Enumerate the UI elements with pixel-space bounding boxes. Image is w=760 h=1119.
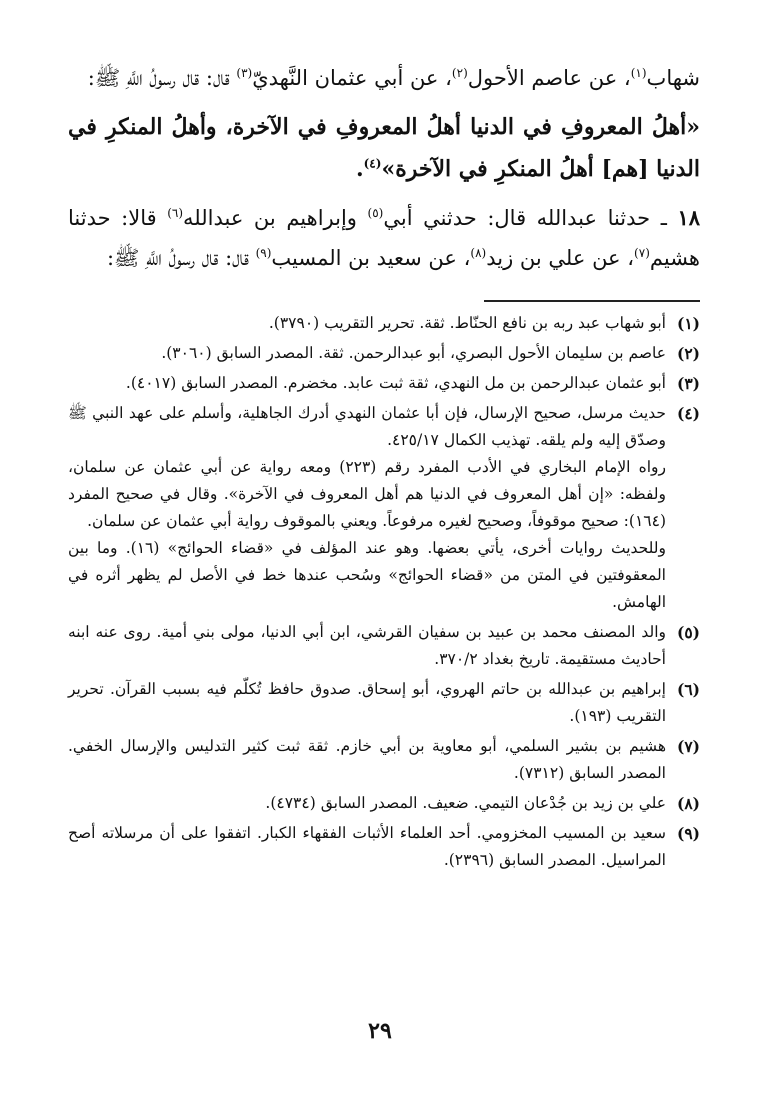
footnote-label: (٩) xyxy=(676,824,700,843)
footnote-item xyxy=(68,310,700,337)
footnote-item xyxy=(68,340,700,367)
footnote-ref[interactable]: (٥) xyxy=(367,206,384,220)
footnote-ref[interactable]: (٣) xyxy=(236,66,253,80)
text-span: وإبراهيم بن عبدالله xyxy=(183,206,368,230)
footnote-ref[interactable]: (٢) xyxy=(451,66,468,80)
footnote-paragraph: عاصم بن سليمان الأحول البصري، أبو عبدالرحمن. ثقة. المصدر السابق (٣٠٦٠). xyxy=(161,344,666,362)
footnote-paragraph: أبو شهاب عبد ربه بن نافع الحنّاط. ثقة. تحرير التقريب (٣٧٩٠). xyxy=(268,314,666,332)
text-span: . xyxy=(355,156,364,182)
footnote-ref[interactable]: (٤) xyxy=(363,156,382,171)
text-span: قالا: حدثنا هشيم xyxy=(68,206,700,270)
footnote-paragraph: سعيد بن المسيب المخزومي. أحد العلماء الأثبات الفقهاء الكبار. اتفقوا على أن مرسلاته أصح المراسيل. المصدر السابق (٢٣٩٦). xyxy=(68,824,666,869)
text-span: قال: قال رسولُ اللَّهِ ﷺ: xyxy=(106,246,256,270)
footnote-item xyxy=(68,370,700,397)
footnote-ref[interactable]: (٧) xyxy=(634,246,650,260)
footnote-label: (٨) xyxy=(676,794,700,813)
isnad-continuation xyxy=(68,58,700,98)
footnote-body xyxy=(68,820,666,874)
footnote-label: (٣) xyxy=(676,374,700,393)
footnote-body xyxy=(68,340,666,367)
footnote-label: (٢) xyxy=(676,344,700,363)
footnote-paragraph: وللحديث روايات أخرى، يأتي بعضها. وهو عند المؤلف في «قضاء الحوائج» (١٦). وما بين المعقوفتين في المتن من «قضاء الحوائج» وسُحب عندها خط في الأصل لم يظهر أثره في الهامش. xyxy=(68,539,666,611)
footnote-paragraph: حديث مرسل، صحيح الإرسال، فإن أبا عثمان النهدي أدرك الجاهلية، وأسلم على عهد النبي ﷺ وصدّق إليه ولم يلقه. تهذيب الكمال ٤٢٥/١٧. xyxy=(68,404,666,449)
footnote-body xyxy=(68,790,666,817)
hadith-18-isnad xyxy=(68,198,700,278)
footnote-item xyxy=(68,733,700,787)
text-span: ، عن علي بن زيد xyxy=(486,246,635,270)
hadith-body: «أهلُ المعروفِ في الدنيا أهلُ المعروفِ في الآخرة، وأهلُ المنكرِ في الدنيا [هم] أهلُ المنكرِ في الآخرة» xyxy=(68,114,700,182)
footnote-paragraph: هشيم بن بشير السلمي، أبو معاوية بن أبي خازم. ثقة ثبت كثير التدليس والإرسال الخفي. المصدر السابق (٧٣١٢). xyxy=(68,737,666,782)
footnote-label: (٤) xyxy=(676,404,700,423)
footnotes xyxy=(68,310,700,874)
hadith-number: ١٨ xyxy=(677,205,700,230)
footnote-body xyxy=(68,370,666,397)
text-span: ، عن سعيد بن المسيب xyxy=(271,246,471,270)
footnote-item xyxy=(68,400,700,616)
text-span: قال: قال رسولُ اللَّهِ ﷺ: xyxy=(87,66,237,90)
footnote-body xyxy=(68,733,666,787)
footnote-item xyxy=(68,619,700,673)
footnote-body xyxy=(68,676,666,730)
footnote-label: (٥) xyxy=(676,623,700,642)
footnote-ref[interactable]: (٦) xyxy=(167,206,184,220)
hadith-text xyxy=(68,106,700,190)
main-text xyxy=(68,58,700,278)
footnote-paragraph: إبراهيم بن عبدالله بن حاتم الهروي، أبو إسحاق. صدوق حافظ تُكلّم فيه بسبب القرآن. تحرير التقريب (١٩٣). xyxy=(68,680,666,725)
footnote-ref[interactable]: (٨) xyxy=(470,246,487,260)
footnote-ref[interactable]: (٩) xyxy=(255,246,272,260)
text-span: شهاب xyxy=(646,66,700,90)
text-span: ، عن عاصم الأحول xyxy=(467,66,631,90)
footnote-ref[interactable]: (١) xyxy=(630,66,647,80)
footnote-item xyxy=(68,820,700,874)
footnote-paragraph: والد المصنف محمد بن عبيد بن سفيان القرشي، ابن أبي الدنيا، مولى بني أمية. روى عنه ابنه أحاديث مستقيمة. تاريخ بغداد ٣٧٠/٢. xyxy=(68,623,666,668)
text-span: ـ حدثنا عبدالله قال: حدثني أبي xyxy=(383,206,678,230)
text-span: ، عن أبي عثمان النَّهديّ xyxy=(252,66,452,90)
footnote-item xyxy=(68,790,700,817)
footnote-body xyxy=(68,619,666,673)
footnote-paragraph: علي بن زيد بن جُدْعان التيمي. ضعيف. المصدر السابق (٤٧٣٤). xyxy=(265,794,666,812)
page-number: ٢٩ xyxy=(368,1018,392,1044)
footnote-label: (٧) xyxy=(676,737,700,756)
footnote-separator xyxy=(484,300,700,302)
footnote-label: (٦) xyxy=(676,680,700,699)
footnote-body xyxy=(68,310,666,337)
footnote-body xyxy=(68,400,666,616)
page-content xyxy=(68,58,700,877)
footnote-paragraph: أبو عثمان عبدالرحمن بن مل النهدي، ثقة ثبت عابد. مخضرم. المصدر السابق (٤٠١٧). xyxy=(125,374,666,392)
footnote-item xyxy=(68,676,700,730)
footnote-paragraph: رواه الإمام البخاري في الأدب المفرد رقم (٢٢٣) ومعه رواية عن أبي عثمان عن سلمان، ولفظه: «إن أهل المعروف في الدنيا هم أهل المعروف في الآخرة». وقال في صحيح المفرد (١٦٤): صحيح موقوفاً، وصحيح لغيره مرفوعاً. ويعني بالموقوف رواية أبي عثمان عن سلمان. xyxy=(68,458,666,530)
footnote-label: (١) xyxy=(676,314,700,333)
